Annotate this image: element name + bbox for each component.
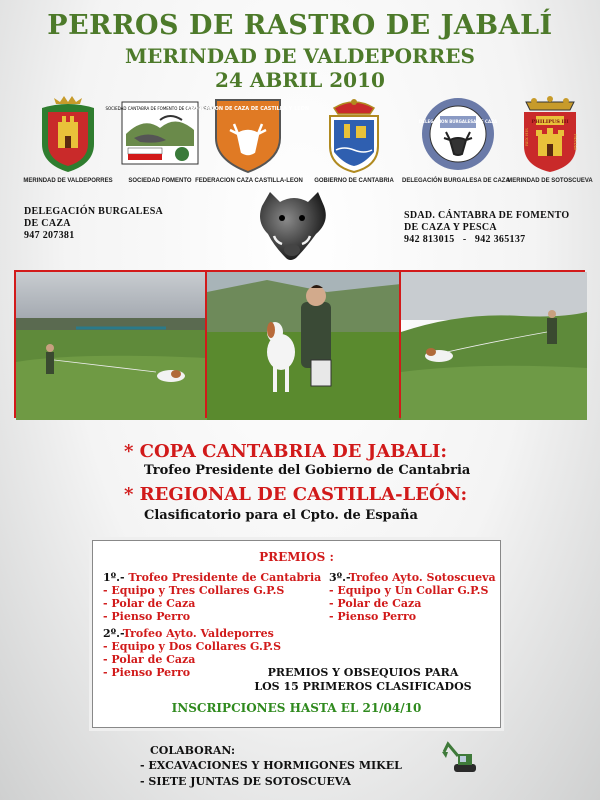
prize-second-item: - Polar de Caza bbox=[103, 653, 196, 666]
prizes-gifts-line2: LOS 15 PRIMEROS CLASIFICADOS bbox=[254, 680, 472, 693]
prize-first bbox=[103, 571, 321, 623]
contact-right bbox=[404, 210, 569, 246]
prize-third bbox=[329, 571, 496, 623]
logo-caption-federacion: FEDERACION CAZA CASTILLA-LEON bbox=[195, 178, 303, 184]
prize-third-place: 3º.- bbox=[329, 571, 349, 584]
prizes-gifts-line1: PREMIOS Y OBSEQUIOS PARA bbox=[267, 666, 459, 679]
prize-first-item: - Polar de Caza bbox=[103, 597, 196, 610]
photo-handler-with-dog-trophy bbox=[205, 270, 399, 418]
excavator-icon bbox=[440, 738, 480, 778]
prizes-heading: PREMIOS : bbox=[259, 550, 334, 564]
logo-merindad-sotoscueva bbox=[510, 94, 590, 174]
prize-second-item: - Equipo y Dos Collares G.P.S bbox=[103, 640, 282, 653]
boar-illustration bbox=[254, 188, 332, 262]
logo-caption-cantabria: GOBIERNO DE CANTABRIA bbox=[314, 178, 394, 184]
prize-first-item: - Equipo y Tres Collares G.P.S bbox=[103, 584, 285, 597]
prizes-panel bbox=[92, 540, 501, 728]
event-regional-subtitle: Clasificatorio para el Cpto. de España bbox=[144, 508, 418, 523]
sponsors-heading: COLABORAN: bbox=[150, 744, 236, 757]
logo-caption-valdeporres: MERINDAD DE VALDEPORRES bbox=[23, 178, 113, 184]
logo-text-federacion: FEDERACION DE CAZA DE CASTILLA Y LEON bbox=[186, 106, 310, 112]
logo-gobierno-cantabria bbox=[314, 94, 394, 174]
photo-dog-tracking-field bbox=[399, 270, 585, 418]
prize-second-trophy: Trofeo Ayto. Valdeporres bbox=[122, 627, 274, 640]
logo-side-right-sotoscueva: PANIAE bbox=[573, 134, 578, 151]
logo-caption-fomento: SOCIEDAD FOMENTO bbox=[128, 178, 192, 184]
event-regional-title: * REGIONAL DE CASTILLA-LEÓN: bbox=[124, 484, 468, 505]
logo-merindad-valdeporres bbox=[28, 94, 108, 174]
contact-left-phone: 947 207381 bbox=[24, 230, 75, 241]
logo-side-left-sotoscueva: REX HIS bbox=[524, 128, 529, 146]
prize-first-item: - Pienso Perro bbox=[103, 610, 191, 623]
contact-right-name2: DE CAZA Y PESCA bbox=[404, 222, 497, 233]
contact-left bbox=[24, 206, 163, 242]
logo-text-sotoscueva: PHILIPUS III bbox=[531, 119, 569, 125]
photo-hunter-and-dog-field bbox=[14, 270, 205, 418]
logo-caption-sotoscueva: MERINDAD DE SOTOSCUEVA bbox=[507, 178, 593, 184]
prize-second-item: - Pienso Perro bbox=[103, 666, 191, 679]
prize-third-item: - Equipo y Un Collar G.P.S bbox=[329, 584, 489, 597]
logo-caption-delegacion: DELEGACIÓN BURGALESA DE CAZA bbox=[402, 178, 510, 184]
prize-first-trophy: Trofeo Presidente de Cantabria bbox=[128, 571, 322, 584]
prize-third-trophy: Trofeo Ayto. Sotoscueva bbox=[348, 571, 496, 584]
registration-deadline: INSCRIPCIONES HASTA EL 21/04/10 bbox=[171, 701, 422, 715]
prize-third-item: - Polar de Caza bbox=[329, 597, 422, 610]
event-copa-cantabria-subtitle: Trofeo Presidente del Gobierno de Cantabria bbox=[144, 463, 471, 478]
logo-text-delegacion: DELEGACION BURGALESA DE CAZA bbox=[418, 119, 498, 124]
prize-third-item: - Pienso Perro bbox=[329, 610, 417, 623]
event-copa-cantabria-title: * COPA CANTABRIA DE JABALI: bbox=[124, 441, 448, 462]
logo-delegacion-burgalesa bbox=[418, 94, 498, 174]
page-subtitle: MERINDAD DE VALDEPORRES bbox=[125, 44, 475, 68]
contact-right-name: SDAD. CÁNTABRA DE FOMENTO bbox=[404, 210, 570, 221]
page-title: PERROS DE RASTRO DE JABALÍ bbox=[47, 10, 553, 41]
event-date: 24 ABRIL 2010 bbox=[215, 68, 385, 92]
prize-first-place: 1º.- bbox=[103, 571, 125, 584]
logo-text-fomento: SOCIEDAD CANTABRA DE FOMENTO DE CAZA Y PESCA bbox=[105, 106, 215, 111]
contact-left-name: DELEGACIÓN BURGALESA bbox=[24, 206, 164, 217]
sponsor-item: - EXCAVACIONES Y HORMIGONES MIKEL bbox=[140, 759, 402, 772]
logo-federacion-caza bbox=[186, 94, 310, 174]
contact-left-name2: DE CAZA bbox=[24, 218, 71, 229]
contact-right-phone: 942 813015 - 942 365137 bbox=[404, 234, 526, 245]
prize-second-place: 2º.- bbox=[103, 627, 123, 640]
sponsor-item: - SIETE JUNTAS DE SOTOSCUEVA bbox=[140, 775, 351, 788]
